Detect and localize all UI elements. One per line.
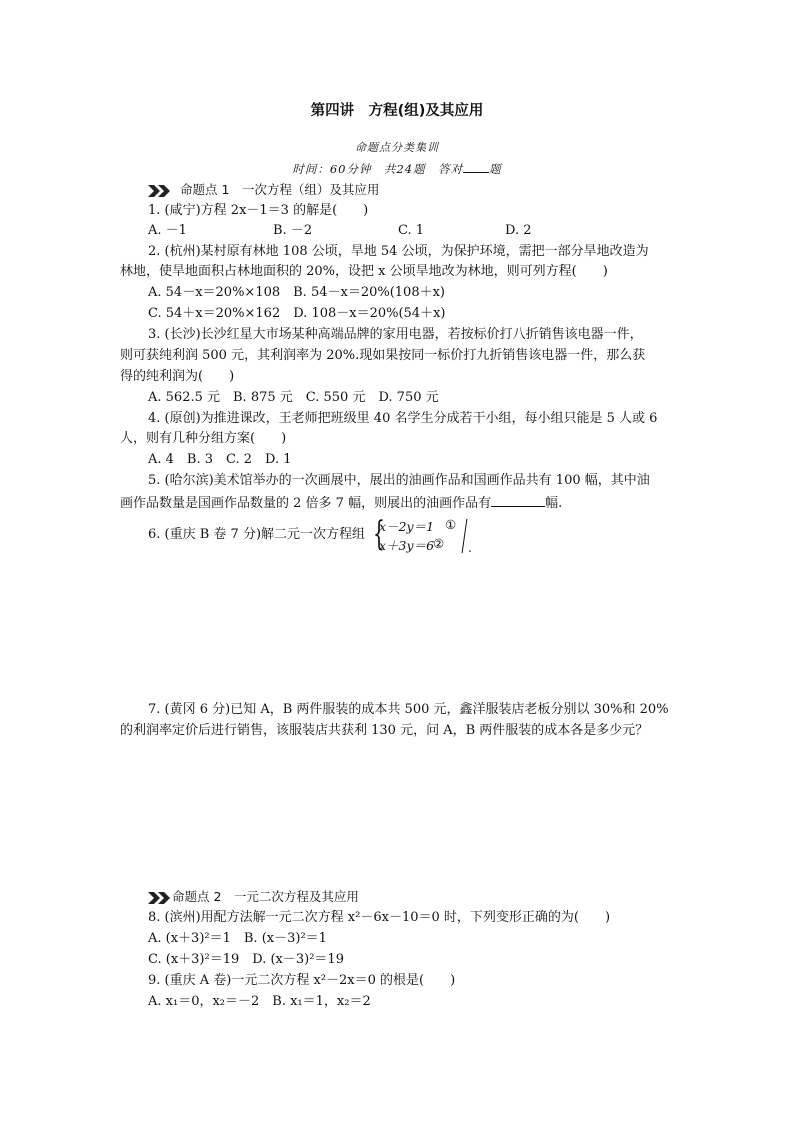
left-brace: { (373, 514, 385, 554)
time-info-prefix: 时间：60分钟 共24题 答对 (292, 162, 464, 176)
section-2-heading (148, 889, 359, 905)
q1-option-c[interactable]: C. 1 (398, 223, 425, 238)
q2-options-row2[interactable]: C. 54＋x＝20%×162 D. 108－x＝20%(54＋x) (148, 306, 446, 321)
q5-stem-line1: 5. (哈尔滨)美术馆举办的一次画展中，展出的油画作品和国画作品共有 100 幅，其中油 (148, 473, 650, 488)
q3-stem-line2: 则可获纯利润 500 元，其利润率为 20%.现如果按同一标价打九折销售该电器一件，那么获 (120, 348, 646, 363)
q8-stem: 8. (滨州)用配方法解一元二次方程 x²－6x－10＝0 时，下列变形正确的为( ) (148, 910, 611, 925)
double-chevron-icon (148, 185, 174, 197)
q5-stem-line2-text: 画作品数量是国画作品数量的 2 倍多 7 幅，则展出的油画作品有 (120, 496, 492, 511)
q7-stem-line1: 7. (黄冈 6 分)已知 A，B 两件服装的成本共 500 元，鑫洋服装店老板分别以 30%和 20% (148, 702, 669, 717)
q4-stem-line2: 人，则有几种分组方案( ) (120, 431, 287, 446)
q6-end-period: . (468, 541, 472, 555)
answer-count-blank[interactable] (463, 161, 489, 173)
time-info-suffix: 题 (489, 162, 502, 176)
q1-option-d[interactable]: D. 2 (505, 223, 532, 238)
page-title: 第四讲 方程(组)及其应用 (310, 103, 484, 119)
q5-stem-line2 (120, 494, 562, 512)
q1-option-b[interactable]: B. －2 (273, 223, 313, 238)
q3-options[interactable]: A. 562.5 元 B. 875 元 C. 550 元 D. 750 元 (148, 390, 439, 405)
q5-stem-line2-end: 幅. (545, 496, 563, 511)
q6-equation-system (373, 514, 472, 555)
double-chevron-icon (148, 892, 170, 904)
q5-answer-blank[interactable] (491, 494, 545, 507)
q6-stem: 6. (重庆 B 卷 7 分)解二元一次方程组 (148, 527, 366, 542)
q1-option-a[interactable]: A. －1 (148, 223, 187, 238)
q6-eq1-marker: ① (445, 517, 457, 532)
q3-stem-line1: 3. (长沙)长沙红星大市场某种高端品牌的家用电器，若按标价打八折销售该电器一件， (148, 327, 643, 342)
q3-stem-line3: 得的纯利润为( ) (120, 369, 235, 384)
q4-options[interactable]: A. 4 B. 3 C. 2 D. 1 (148, 452, 292, 467)
q9-options-row1[interactable]: A. x₁＝0，x₂＝－2 B. x₁＝1，x₂＝2 (148, 994, 371, 1009)
q2-stem-line1: 2. (杭州)某村原有林地 108 公顷，旱地 54 公顷，为保护环境，需把一部分旱地改造为 (148, 244, 649, 259)
q8-options-row2[interactable]: C. (x＋3)²＝19 D. (x－3)²＝19 (148, 952, 344, 967)
q6-eq1: x－2y＝1 (379, 519, 435, 534)
section-1-heading (148, 182, 379, 198)
q7-stem-line2: 的利润率定价后进行销售，该服装店共获利 130 元，问 A，B 两件服装的成本各是多少元？ (120, 723, 649, 738)
q2-stem-line2: 林地，使旱地面积占林地面积的 20%，设把 x 公顷旱地改为林地，则可列方程( ) (120, 264, 608, 279)
section-2-label: 命题点 2 一元二次方程及其应用 (172, 889, 359, 904)
q6-eq2-marker: ② (433, 536, 445, 551)
time-info (0, 161, 794, 177)
page-subtitle: 命题点分类集训 (355, 141, 439, 154)
section-1-label: 命题点 1 一次方程（组）及其应用 (180, 182, 380, 197)
q9-stem: 9. (重庆 A 卷)一元二次方程 x²－2x＝0 的根是( ) (148, 973, 456, 988)
q2-options-row1[interactable]: A. 54－x＝20%×108 B. 54－x＝20%(108＋x) (148, 285, 446, 300)
q8-options-row1[interactable]: A. (x＋3)²＝1 B. (x－3)²＝1 (148, 931, 327, 946)
q4-stem-line1: 4. (原创)为推进课改，王老师把班级里 40 名学生分成若干小组，每小组只能是 5 人或 6 (148, 411, 658, 426)
q6-eq2: x＋3y＝6 (379, 538, 435, 553)
q1-stem: 1. (咸宁)方程 2x－1＝3 的解是( ) (148, 203, 369, 218)
